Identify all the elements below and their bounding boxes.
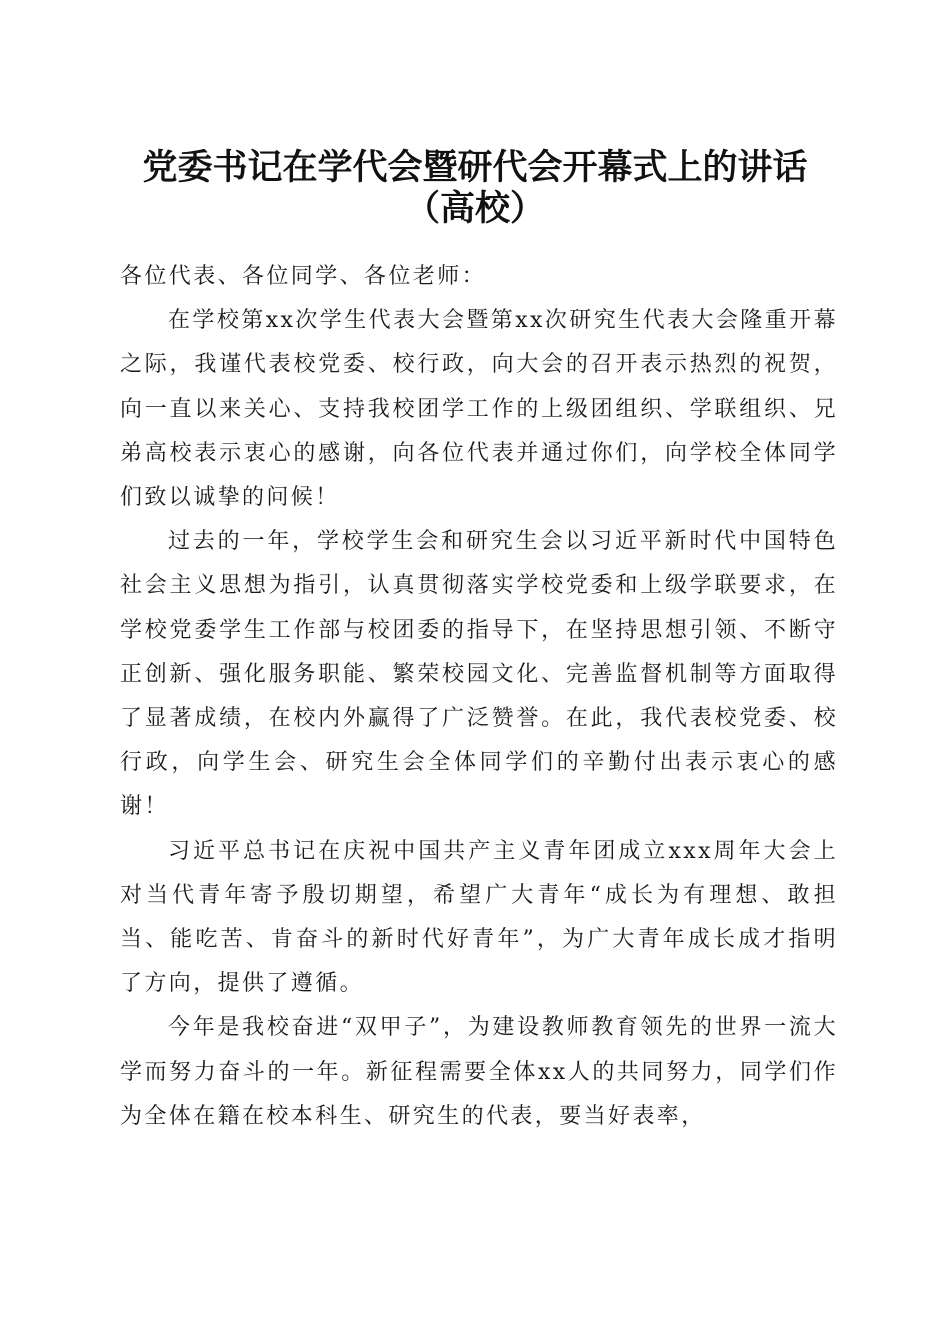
paragraph-3: 习近平总书记在庆祝中国共产主义青年团成立xxx周年大会上对当代青年寄予殷切期望，希望广大青年“成长为有理想、敢担当、能吃苦、肯奋斗的新时代好青年”，为广大青年成长成才指明了方向，提供了遵循。	[120, 838, 838, 997]
paragraph-4: 今年是我校奋进“双甲子”，为建设教师教育领先的世界一流大学而努力奋斗的一年。新征程需要全体xx人的共同努力，同学们作为全体在籍在校本科生、研究生的代表，要当好表率，	[120, 1015, 838, 1129]
document-subtitle: （高校）	[404, 188, 545, 229]
paragraph-2: 过去的一年，学校学生会和研究生会以习近平新时代中国特色社会主义思想为指引，认真贯彻落实学校党委和上级学联要求，在学校党委学生工作部与校团委的指导下，在坚持思想引领、不断守正创新、强化服务职能、繁荣校园文化、完善监督机制等方面取得了显著成绩，在校内外赢得了广泛赞誉。在此，我代表校党委、校行政，向学生会、研究生会全体同学们的辛勤付出表示衷心的感谢！	[120, 529, 838, 820]
document-body	[120, 255, 838, 1139]
paragraph-1: 在学校第xx次学生代表大会暨第xx次研究生代表大会隆重开幕之际，我谨代表校党委、校行政，向大会的召开表示热烈的祝贺，向一直以来关心、支持我校团学工作的上级团组织、学联组织、兄弟高校表示衷心的感谢，向各位代表并通过你们，向学校全体同学们致以诚挚的问候！	[120, 308, 838, 511]
salutation: 各位代表、各位同学、各位老师：	[120, 264, 487, 289]
document-title: 党委书记在学代会暨研代会开幕式上的讲话	[142, 147, 808, 188]
